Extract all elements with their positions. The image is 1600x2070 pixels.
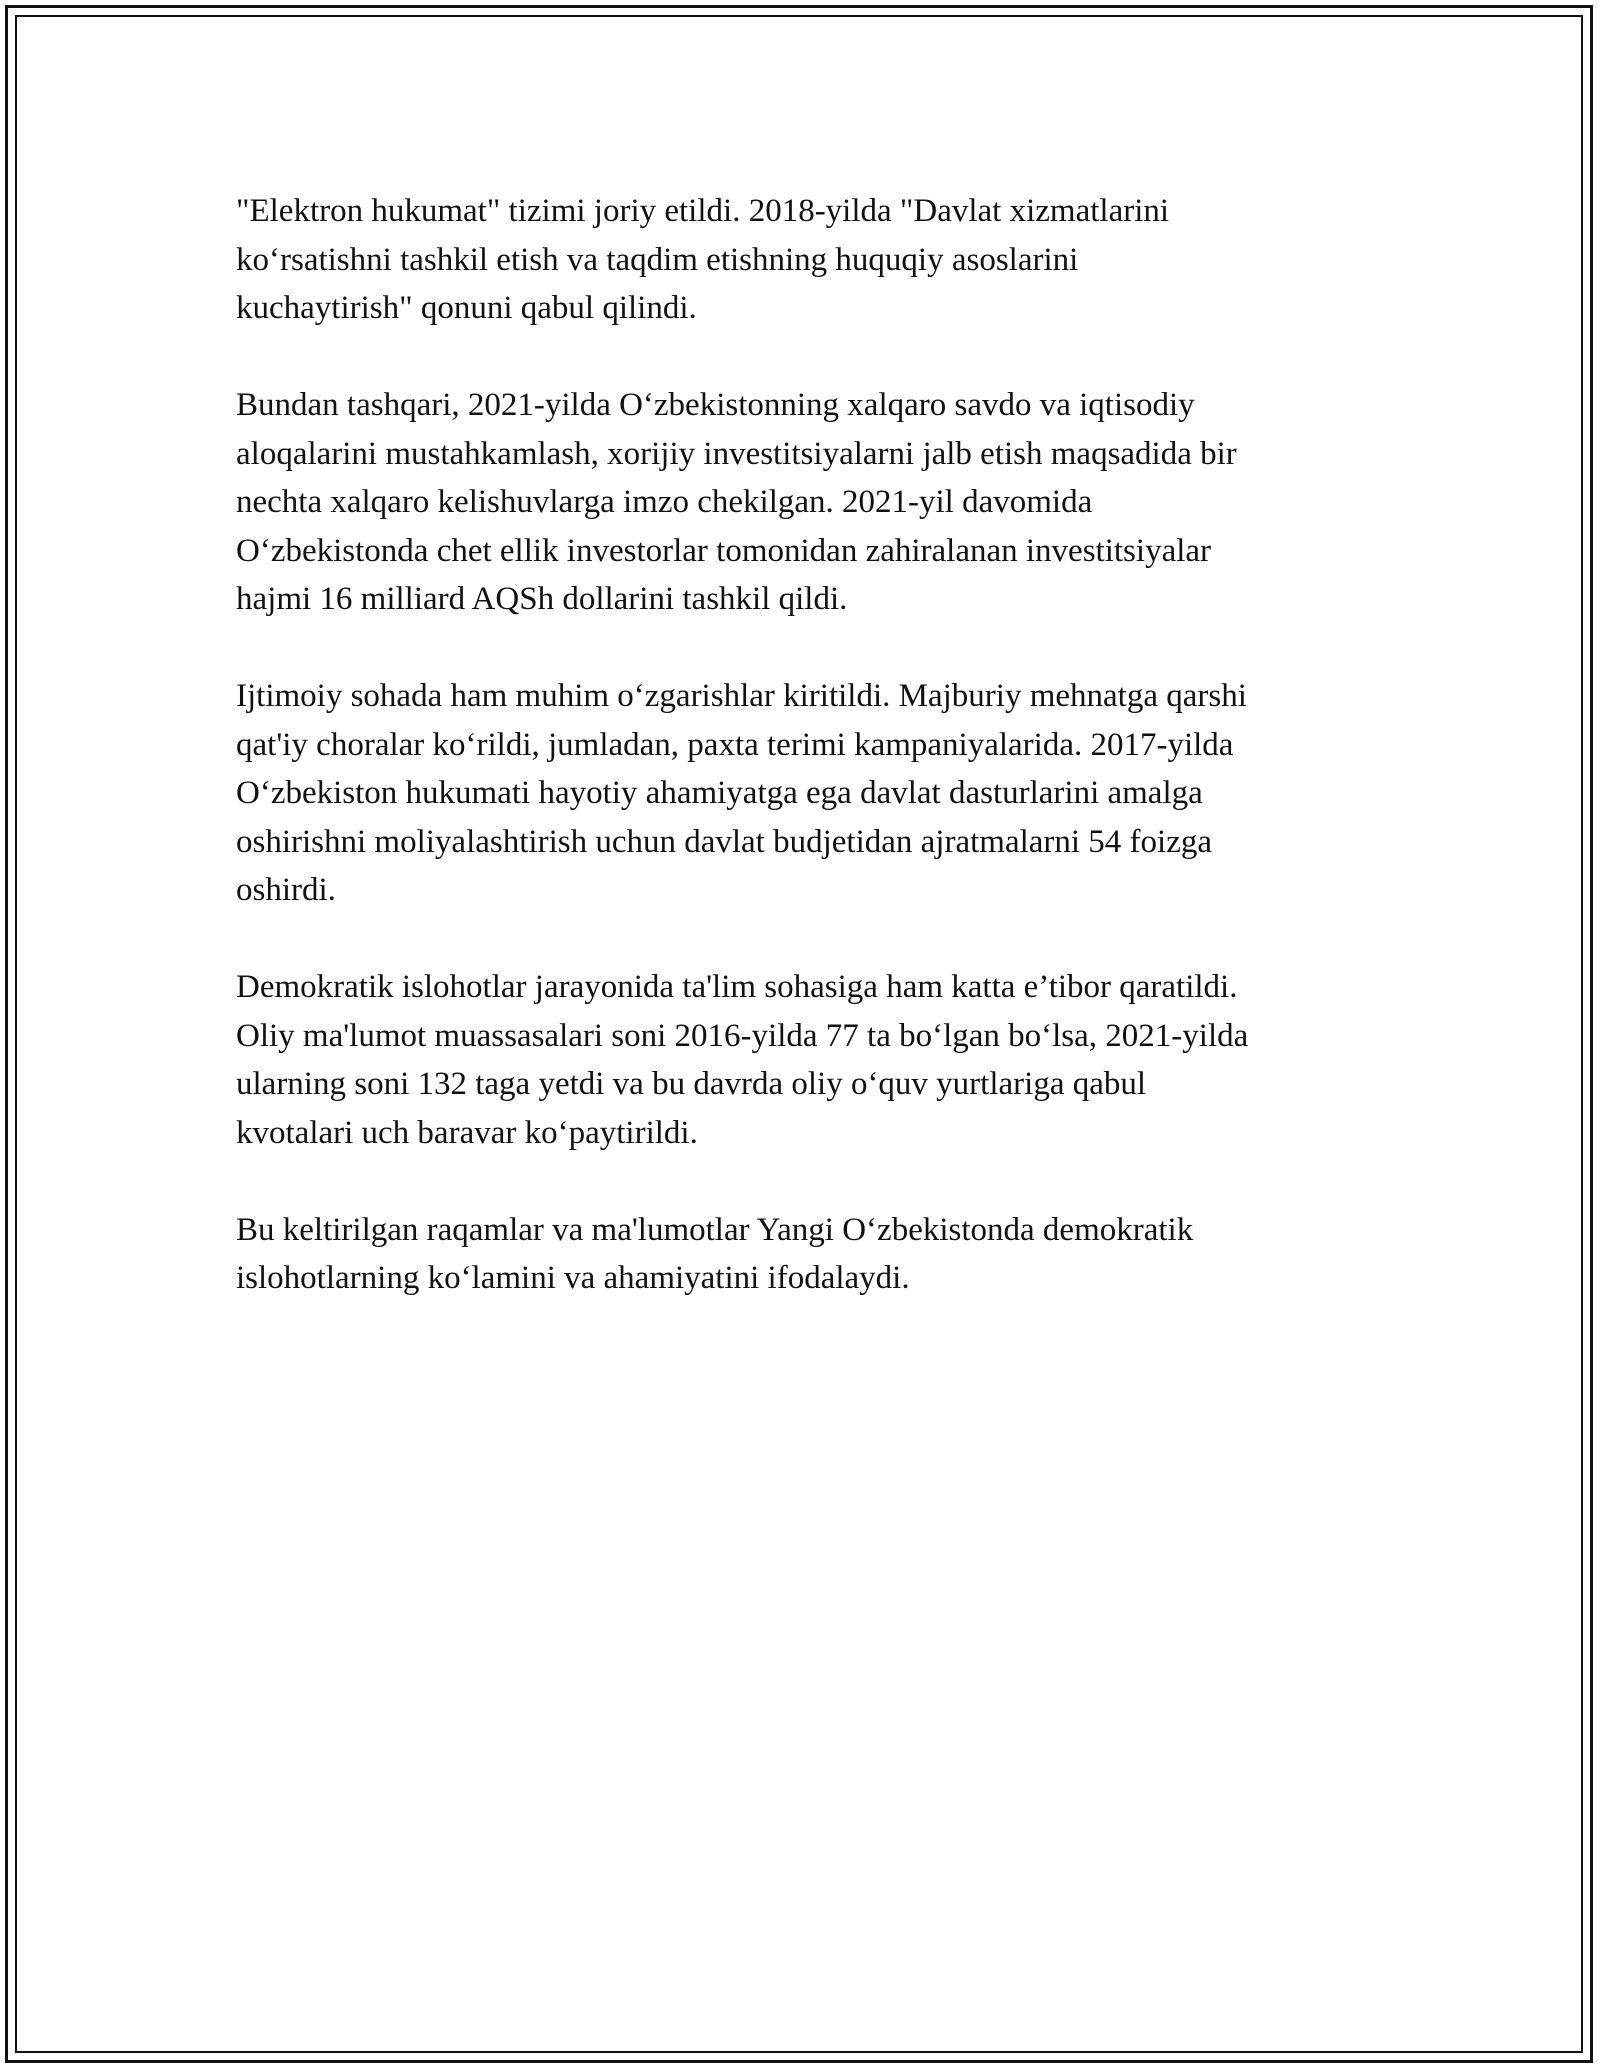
paragraph-international-trade: Bundan tashqari, 2021-yilda O‘zbekistonning xalqaro savdo va iqtisodiy aloqalarini mustahkamlash, xorijiy investitsiyalarni jalb etish maqsadida bir nechta xalqaro kelishuvlarga imzo chekilgan. 2021-yil davomida O‘zbekistonda chet ellik investorlar tomonidan zahiralanan investitsiyalar hajmi 16 milliard AQSh dollarini tashkil qildi. <box>236 387 1237 617</box>
paragraph-education: Demokratik islohotlar jarayonida ta'lim sohasiga ham katta e’tibor qaratildi. Oliy ma'lumot muassasalari soni 2016-yilda 77 ta bo‘lgan bo‘lsa, 2021-yilda ularning soni 132 taga yetdi va bu davrda oliy o‘quv yurtlariga qabul kvotalari uch baravar ko‘paytirildi. <box>236 969 1249 1151</box>
paragraph-conclusion: Bu keltirilgan raqamlar va ma'lumotlar Yangi O‘zbekistonda demokratik islohotlarning ko‘lamini va ahamiyatini ifodalaydi. <box>236 1211 1194 1296</box>
paragraph-social-sphere: Ijtimoiy sohada ham muhim o‘zgarishlar kiritildi. Majburiy mehnatga qarshi qat'iy choralar ko‘rildi, jumladan, paxta terimi kampaniyalarida. 2017-yilda O‘zbekiston hukumati hayotiy ahamiyatga ega davlat dasturlarini amalga oshirishni moliyalashtirish uchun davlat budjetidan ajratmalarni 54 foizga oshirdi. <box>236 678 1247 908</box>
document-body <box>236 187 1376 1351</box>
paragraph-e-government: "Elektron hukumat" tizimi joriy etildi. 2018-yilda "Davlat xizmatlarini ko‘rsatishni tashkil etish va taqdim etishning huquqiy asoslarini kuchaytirish" qonuni qabul qilindi. <box>236 193 1170 326</box>
